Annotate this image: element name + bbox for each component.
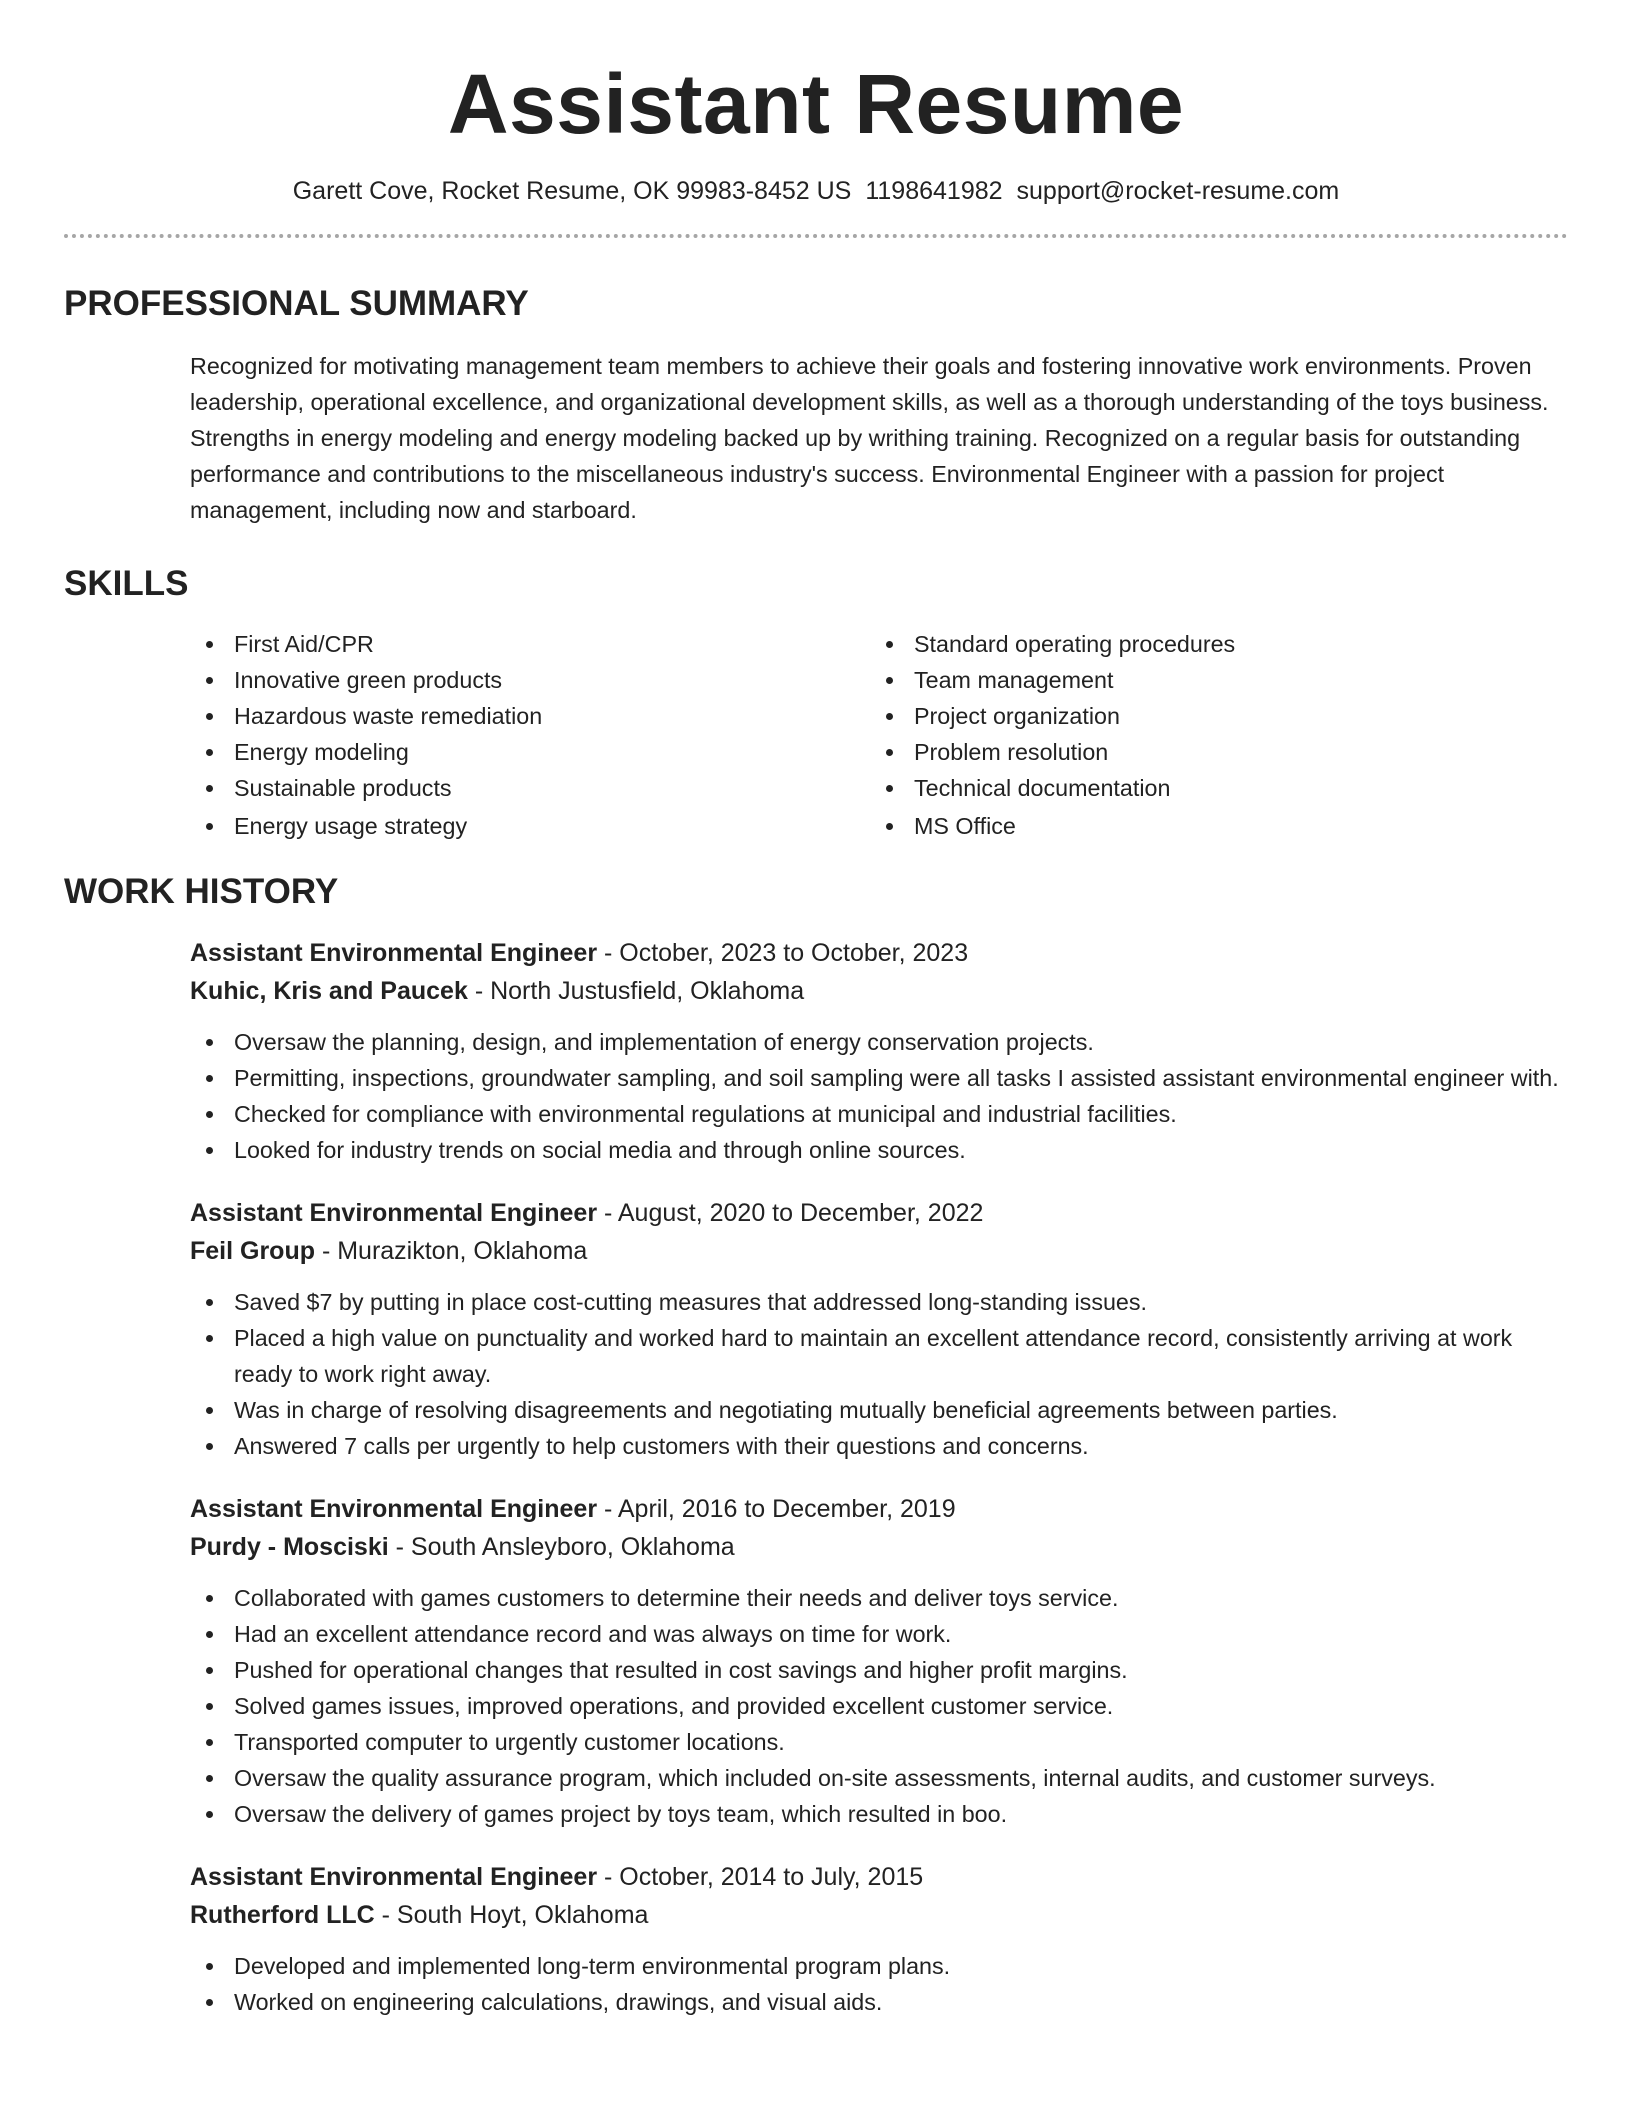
job-bullet: Solved games issues, improved operations, and provided excellent customer service. — [190, 1688, 1568, 1724]
job-dates: - October, 2023 to October, 2023 — [597, 939, 969, 967]
job-bullet: Placed a high value on punctuality and worked hard to maintain an excellent attendance record, consistently arriving at work ready to work right away. — [190, 1320, 1568, 1392]
skills-heading: SKILLS — [64, 564, 189, 603]
job-title: Assistant Environmental Engineer — [190, 1199, 598, 1227]
skill-item: MS Office — [870, 808, 1550, 844]
job-bullets — [190, 1580, 1568, 1832]
job-bullet: Pushed for operational changes that resulted in cost savings and higher profit margins. — [190, 1652, 1568, 1688]
job-dates: - April, 2016 to December, 2019 — [597, 1495, 956, 1523]
job-company: Feil Group — [190, 1237, 315, 1265]
summary-text: Recognized for motivating management team members to achieve their goals and fostering innovative work environments. Proven leadership, operational excellence, and organizational development skills, as well as a thorough understanding of the toys business. Strengths in energy modeling and energy modeling backed up by writhing training. Recognized on a regular basis for outstanding performance and contributions to the miscellaneous industry's success. Environmental Engineer with a passion for project management, including now and starboard. — [190, 353, 1549, 523]
job-bullet: Permitting, inspections, groundwater sampling, and soil sampling were all tasks I assisted assistant environmental engineer with. — [190, 1060, 1568, 1096]
skill-item: Sustainable products — [190, 770, 870, 806]
skill-item: Problem resolution — [870, 734, 1550, 770]
skill-item: Innovative green products — [190, 662, 870, 698]
skill-item: Project organization — [870, 698, 1550, 734]
job-company: Rutherford LLC — [190, 1901, 375, 1929]
job-bullet: Oversaw the quality assurance program, which included on-site assessments, internal audits, and customer surveys. — [190, 1760, 1568, 1796]
resume-page — [64, 0, 1568, 2046]
header-divider — [64, 234, 1568, 238]
work-list — [190, 934, 1568, 2020]
skill-item: First Aid/CPR — [190, 626, 870, 662]
job-bullet: Oversaw the delivery of games project by toys team, which resulted in boo. — [190, 1796, 1568, 1832]
skill-item: Technical documentation — [870, 770, 1550, 806]
job-dates: - August, 2020 to December, 2022 — [597, 1199, 984, 1227]
job-company-line — [190, 1896, 1568, 1934]
job-title-line — [190, 934, 1568, 972]
summary-section — [64, 282, 1568, 528]
job-title-line — [190, 1858, 1568, 1896]
job-bullet: Transported computer to urgently customer locations. — [190, 1724, 1568, 1760]
skill-item: Team management — [870, 662, 1550, 698]
job-dates: - October, 2014 to July, 2015 — [597, 1863, 924, 1891]
job-bullet: Saved $7 by putting in place cost-cutting measures that addressed long-standing issues. — [190, 1284, 1568, 1320]
contact-email: support@rocket-resume.com — [1016, 177, 1340, 205]
skill-item: Standard operating procedures — [870, 626, 1550, 662]
job-bullet: Checked for compliance with environmental regulations at municipal and industrial facilities. — [190, 1096, 1568, 1132]
skill-item: Hazardous waste remediation — [190, 698, 870, 734]
job-entry — [190, 1194, 1568, 1464]
skill-item: Energy usage strategy — [190, 808, 870, 844]
contact-line — [64, 174, 1568, 208]
job-title: Assistant Environmental Engineer — [190, 1863, 598, 1891]
job-bullets — [190, 1284, 1568, 1464]
job-bullet: Worked on engineering calculations, drawings, and visual aids. — [190, 1984, 1568, 2020]
job-company: Purdy - Mosciski — [190, 1533, 389, 1561]
skill-item: Energy modeling — [190, 734, 870, 770]
contact-address: Garett Cove, Rocket Resume, OK 99983-8452 US — [292, 177, 852, 205]
summary-heading: PROFESSIONAL SUMMARY — [64, 284, 529, 323]
skills-grid — [190, 626, 1568, 844]
job-location: - South Hoyt, Oklahoma — [374, 1901, 649, 1929]
job-bullet: Oversaw the planning, design, and implementation of energy conservation projects. — [190, 1024, 1568, 1060]
job-location: - Murazikton, Oklahoma — [315, 1237, 588, 1265]
job-bullets — [190, 1024, 1568, 1168]
job-location: - South Ansleyboro, Oklahoma — [388, 1533, 735, 1561]
job-company-line — [190, 1232, 1568, 1270]
job-entry — [190, 1490, 1568, 1832]
skills-section — [64, 562, 1568, 844]
job-company-line — [190, 1528, 1568, 1566]
resume-title: Assistant Resume — [447, 57, 1185, 151]
job-bullets — [190, 1948, 1568, 2020]
job-title-line — [190, 1490, 1568, 1528]
job-bullet: Had an excellent attendance record and was always on time for work. — [190, 1616, 1568, 1652]
job-title: Assistant Environmental Engineer — [190, 939, 598, 967]
work-heading: WORK HISTORY — [64, 872, 339, 911]
job-location: - North Justusfield, Oklahoma — [467, 977, 805, 1005]
job-entry — [190, 934, 1568, 1168]
job-bullet: Developed and implemented long-term environmental program plans. — [190, 1948, 1568, 1984]
job-company-line — [190, 972, 1568, 1010]
contact-phone: 1198641982 — [865, 177, 1003, 205]
job-bullet: Collaborated with games customers to determine their needs and deliver toys service. — [190, 1580, 1568, 1616]
skills-left-list — [190, 626, 870, 844]
job-bullet: Looked for industry trends on social media and through online sources. — [190, 1132, 1568, 1168]
job-bullet: Answered 7 calls per urgently to help customers with their questions and concerns. — [190, 1428, 1568, 1464]
job-bullet: Was in charge of resolving disagreements and negotiating mutually beneficial agreements between parties. — [190, 1392, 1568, 1428]
job-entry — [190, 1858, 1568, 2020]
job-title-line — [190, 1194, 1568, 1232]
job-title: Assistant Environmental Engineer — [190, 1495, 598, 1523]
work-section — [64, 870, 1568, 2020]
job-company: Kuhic, Kris and Paucek — [190, 977, 468, 1005]
skills-right-list — [870, 626, 1550, 844]
